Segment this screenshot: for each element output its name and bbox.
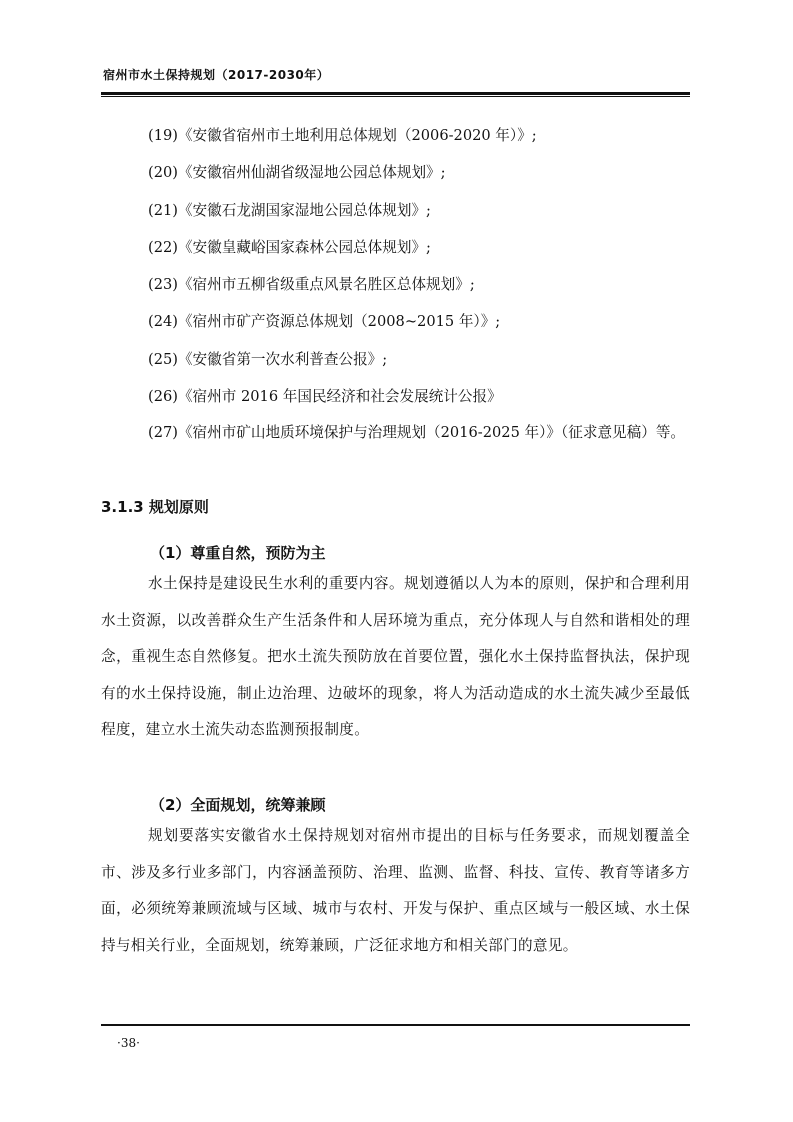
header-rule xyxy=(101,92,690,95)
reference-item: (19)《安徽省宿州市土地利用总体规划（2006-2020 年）》; xyxy=(148,127,537,144)
reference-item: (26)《宿州市 2016 年国民经济和社会发展统计公报》 xyxy=(148,388,502,406)
section-heading: 3.1.3 规划原则 xyxy=(101,498,209,516)
reference-item: (20)《安徽宿州仙湖省级湿地公园总体规划》; xyxy=(148,164,446,182)
running-header: 宿州市水土保持规划（2017-2030年） xyxy=(103,68,330,82)
header-rule-thin xyxy=(101,96,690,97)
reference-item: (21)《安徽石龙湖国家湿地公园总体规划》; xyxy=(148,201,431,219)
reference-item: (27)《宿州市矿山地质环境保护与治理规划（2016-2025 年）》（征求意见稿）等。 xyxy=(148,424,686,442)
page-number: ·38· xyxy=(117,1036,140,1050)
principle-paragraph: 规划要落实安徽省水土保持规划对宿州市提出的目标与任务要求，而规划覆盖全市、涉及多行业多部门，内容涵盖预防、治理、监测、监督、科技、宣传、教育等诸多方面，必须统筹兼顾流域与区域、城市与农村、开发与保护、重点区域与一般区域、水土保持与相关行业，全面规划，统筹兼顾，广泛征求地方和相关部门的意见。 xyxy=(101,827,690,954)
reference-item: (24)《宿州市矿产资源总体规划（2008~2015 年）》; xyxy=(148,313,501,331)
reference-list xyxy=(101,117,690,451)
reference-item: (25)《安徽省第一次水利普查公报》; xyxy=(148,350,388,368)
principle-paragraph: 水土保持是建设民生水利的重要内容。规划遵循以人为本的原则，保护和合理利用水土资源，以改善群众生产生活条件和人居环境为重点，充分体现人与自然和谐相处的理念，重视生态自然修复。把水土流失预防放在首要位置，强化水土保持监督执法，保护现有的水土保持设施，制止边治理、边破坏的现象，将人为活动造成的水土流失减少至最低程度，建立水土流失动态监测预报制度。 xyxy=(101,575,690,738)
reference-item: (23)《宿州市五柳省级重点风景名胜区总体规划》; xyxy=(148,276,475,294)
principle-title: （2）全面规划，统筹兼顾 xyxy=(150,796,326,814)
footer-rule xyxy=(101,1024,690,1026)
reference-item: (22)《安徽皇藏峪国家森林公园总体规划》; xyxy=(148,238,431,256)
principle-title: （1）尊重自然，预防为主 xyxy=(150,544,326,562)
